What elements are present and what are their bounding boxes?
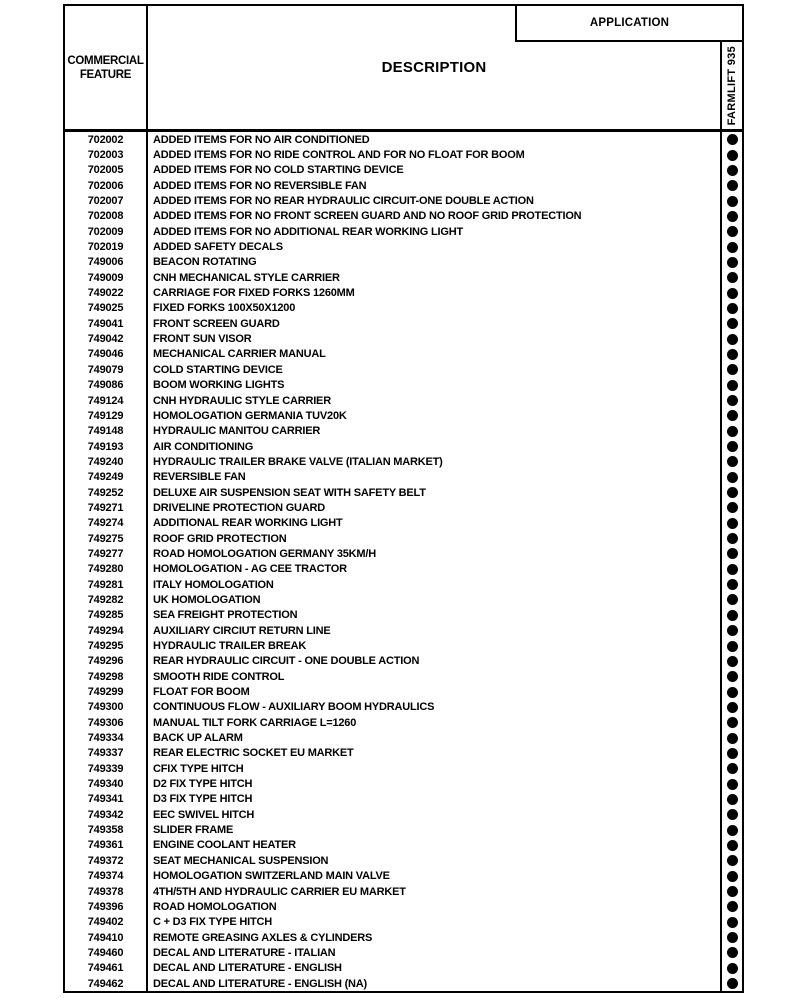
application-dot-icon (727, 763, 738, 774)
feature-description: 4TH/5TH AND HYDRAULIC CARRIER EU MARKET (153, 885, 406, 898)
commercial-feature-code: 749294 (65, 623, 148, 638)
application-cell (720, 730, 742, 745)
commercial-feature-code: 749025 (65, 301, 148, 316)
table-row (65, 884, 742, 899)
commercial-feature-code: 749042 (65, 331, 148, 346)
feature-description: HOMOLOGATION SWITZERLAND MAIN VALVE (153, 870, 390, 883)
feature-description: AUXILIARY CIRCIUT RETURN LINE (153, 624, 331, 637)
application-dot-icon (727, 963, 738, 974)
table-row (65, 546, 742, 561)
commercial-feature-code: 749460 (65, 945, 148, 960)
table-row (65, 592, 742, 607)
commercial-feature-code: 749299 (65, 684, 148, 699)
table-row (65, 362, 742, 377)
commercial-feature-code: 749041 (65, 316, 148, 331)
commercial-feature-code: 749295 (65, 638, 148, 653)
table-row (65, 500, 742, 515)
application-cell (720, 255, 742, 270)
table-row (65, 316, 742, 331)
application-dot-icon (727, 395, 738, 406)
table-row (65, 301, 742, 316)
application-dot-icon (727, 825, 738, 836)
commercial-feature-code: 749342 (65, 807, 148, 822)
application-cell (720, 193, 742, 208)
table-row (65, 669, 742, 684)
feature-description: BACK UP ALARM (153, 732, 243, 745)
feature-description: CNH MECHANICAL STYLE CARRIER (153, 271, 340, 284)
application-cell (720, 516, 742, 531)
feature-description: DRIVELINE PROTECTION GUARD (153, 501, 326, 514)
feature-description: ADDED ITEMS FOR NO COLD STARTING DEVICE (153, 164, 404, 177)
application-dot-icon (727, 871, 738, 882)
farmlift-935-column-header-cell (720, 42, 742, 129)
application-dot-icon (727, 671, 738, 682)
application-cell (720, 454, 742, 469)
application-dot-icon (727, 625, 738, 636)
commercial-feature-code: 749022 (65, 285, 148, 300)
table-row (65, 684, 742, 699)
application-cell (720, 592, 742, 607)
application-cell (720, 853, 742, 868)
feature-description: EEC SWIVEL HITCH (153, 808, 255, 821)
application-dot-icon (727, 840, 738, 851)
commercial-feature-code: 749271 (65, 500, 148, 515)
application-dot-icon (727, 134, 738, 145)
feature-description: FRONT SCREEN GUARD (153, 317, 280, 330)
commercial-feature-code: 749252 (65, 485, 148, 500)
application-cell (720, 623, 742, 638)
table-row (65, 623, 742, 638)
application-cell (720, 270, 742, 285)
application-dot-icon (727, 702, 738, 713)
table-row (65, 516, 742, 531)
table-row (65, 408, 742, 423)
commercial-feature-code: 749402 (65, 915, 148, 930)
table-row (65, 209, 742, 224)
application-cell (720, 684, 742, 699)
table-row (65, 424, 742, 439)
table-row (65, 807, 742, 822)
commercial-feature-code: 749306 (65, 715, 148, 730)
application-cell (720, 761, 742, 776)
application-cell (720, 408, 742, 423)
application-dot-icon (727, 318, 738, 329)
feature-description: D3 FIX TYPE HITCH (153, 793, 253, 806)
commercial-feature-code: 749275 (65, 531, 148, 546)
table-row (65, 838, 742, 853)
application-cell (720, 961, 742, 976)
feature-description: HOMOLOGATION - AG CEE TRACTOR (153, 563, 347, 576)
commercial-feature-code: 749296 (65, 654, 148, 669)
application-cell (720, 393, 742, 408)
application-dot-icon (727, 487, 738, 498)
application-cell (720, 884, 742, 899)
application-cell (720, 347, 742, 362)
application-dot-icon (727, 548, 738, 559)
application-dot-icon (727, 717, 738, 728)
feature-description: DELUXE AIR SUSPENSION SEAT WITH SAFETY BELT (153, 486, 426, 499)
commercial-feature-code: 749285 (65, 608, 148, 623)
application-dot-icon (727, 733, 738, 744)
table-row (65, 562, 742, 577)
feature-description: SEAT MECHANICAL SUSPENSION (153, 854, 329, 867)
application-cell (720, 930, 742, 945)
commercial-feature-code: 749396 (65, 899, 148, 914)
application-cell (720, 316, 742, 331)
feature-description: AIR CONDITIONING (153, 440, 254, 453)
table-row (65, 577, 742, 592)
feature-description: CONTINUOUS FLOW - AUXILIARY BOOM HYDRAULICS (153, 701, 435, 714)
commercial-feature-code: 749193 (65, 439, 148, 454)
application-dot-icon (727, 533, 738, 544)
table-row (65, 869, 742, 884)
table-row (65, 163, 742, 178)
application-cell (720, 715, 742, 730)
application-dot-icon (727, 656, 738, 667)
application-dot-icon (727, 917, 738, 928)
commercial-feature-code: 749046 (65, 347, 148, 362)
table-row (65, 915, 742, 930)
application-dot-icon (727, 334, 738, 345)
table-row (65, 255, 742, 270)
application-cell (720, 163, 742, 178)
application-dot-icon (727, 947, 738, 958)
application-dot-icon (727, 211, 738, 222)
application-dot-icon (727, 456, 738, 467)
feature-description: HYDRAULIC TRAILER BREAK (153, 640, 307, 653)
application-cell (720, 301, 742, 316)
application-dot-icon (727, 794, 738, 805)
application-dot-icon (727, 610, 738, 621)
commercial-feature-code: 749281 (65, 577, 148, 592)
feature-description: REMOTE GREASING AXLES & CYLINDERS (153, 931, 373, 944)
feature-description: ADDED ITEMS FOR NO REAR HYDRAULIC CIRCUIT-ONE DOUBLE ACTION (153, 195, 534, 208)
application-cell (720, 746, 742, 761)
feature-description: DECAL AND LITERATURE - ENGLISH (153, 962, 342, 975)
application-dot-icon (727, 564, 738, 575)
application-cell (720, 424, 742, 439)
table-row (65, 285, 742, 300)
application-cell (720, 439, 742, 454)
application-dot-icon (727, 196, 738, 207)
table-row (65, 393, 742, 408)
commercial-feature-code: 749249 (65, 470, 148, 485)
commercial-feature-code: 749300 (65, 700, 148, 715)
feature-application-table (63, 4, 744, 993)
table-row (65, 239, 742, 254)
table-row (65, 439, 742, 454)
application-dot-icon (727, 748, 738, 759)
feature-description: FLOAT FOR BOOM (153, 686, 250, 699)
application-cell (720, 807, 742, 822)
table-row (65, 853, 742, 868)
commercial-feature-code: 702007 (65, 193, 148, 208)
commercial-feature-code: 702003 (65, 147, 148, 162)
application-dot-icon (727, 441, 738, 452)
commercial-feature-code: 749298 (65, 669, 148, 684)
commercial-feature-code: 749274 (65, 516, 148, 531)
application-cell (720, 209, 742, 224)
table-row (65, 224, 742, 239)
application-dot-icon (727, 932, 738, 943)
feature-description: COLD STARTING DEVICE (153, 363, 283, 376)
application-cell (720, 562, 742, 577)
feature-description: SLIDER FRAME (153, 824, 234, 837)
commercial-feature-code: 749461 (65, 961, 148, 976)
feature-description: SEA FREIGHT PROTECTION (153, 609, 298, 622)
commercial-feature-code: 702006 (65, 178, 148, 193)
table-row (65, 976, 742, 991)
table-row (65, 776, 742, 791)
application-cell (720, 224, 742, 239)
application-cell (720, 132, 742, 147)
application-cell (720, 178, 742, 193)
feature-description: UK HOMOLOGATION (153, 593, 261, 606)
feature-description: CARRIAGE FOR FIXED FORKS 1260MM (153, 287, 355, 300)
commercial-feature-code: 749282 (65, 592, 148, 607)
commercial-feature-code: 749361 (65, 838, 148, 853)
feature-description: ADDED ITEMS FOR NO FRONT SCREEN GUARD AND NO ROOF GRID PROTECTION (153, 210, 582, 223)
application-cell (720, 776, 742, 791)
table-row (65, 654, 742, 669)
commercial-feature-code: 749462 (65, 976, 148, 991)
table-row (65, 961, 742, 976)
application-dot-icon (727, 364, 738, 375)
application-dot-icon (727, 518, 738, 529)
commercial-feature-code: 749340 (65, 776, 148, 791)
feature-description: FRONT SUN VISOR (153, 333, 252, 346)
application-cell (720, 822, 742, 837)
feature-description: CNH HYDRAULIC STYLE CARRIER (153, 394, 331, 407)
table-row (65, 700, 742, 715)
application-cell (720, 608, 742, 623)
table-row (65, 792, 742, 807)
application-dot-icon (727, 226, 738, 237)
feature-description: ADDITIONAL REAR WORKING LIGHT (153, 517, 343, 530)
commercial-feature-code: 749410 (65, 930, 148, 945)
application-dot-icon (727, 410, 738, 421)
application-dot-icon (727, 257, 738, 268)
application-dot-icon (727, 502, 738, 513)
commercial-feature-code: 749280 (65, 562, 148, 577)
application-dot-icon (727, 641, 738, 652)
table-row (65, 822, 742, 837)
commercial-feature-code: 749372 (65, 853, 148, 868)
table-row (65, 746, 742, 761)
commercial-feature-code: 749341 (65, 792, 148, 807)
feature-description: ADDED ITEMS FOR NO RIDE CONTROL AND FOR NO FLOAT FOR BOOM (153, 149, 525, 162)
feature-description: ADDED ITEMS FOR NO AIR CONDITIONED (153, 133, 370, 146)
feature-description: D2 FIX TYPE HITCH (153, 778, 253, 791)
feature-description: ROAD HOMOLOGATION GERMANY 35KM/H (153, 547, 376, 560)
application-dot-icon (727, 242, 738, 253)
application-cell (720, 577, 742, 592)
table-row (65, 178, 742, 193)
commercial-feature-code: 749079 (65, 362, 148, 377)
feature-description: ADDED ITEMS FOR NO ADDITIONAL REAR WORKING LIGHT (153, 225, 464, 238)
feature-description: ROAD HOMOLOGATION (153, 900, 277, 913)
application-cell (720, 531, 742, 546)
commercial-feature-code: 749086 (65, 378, 148, 393)
commercial-feature-code: 749006 (65, 255, 148, 270)
application-dot-icon (727, 594, 738, 605)
table-row (65, 638, 742, 653)
table-row (65, 730, 742, 745)
application-cell (720, 915, 742, 930)
application-cell (720, 899, 742, 914)
commercial-feature-header-line1: COMMERCIAL (67, 54, 144, 67)
application-dot-icon (727, 687, 738, 698)
feature-description: FIXED FORKS 100X50X1200 (153, 302, 296, 315)
commercial-feature-code: 749277 (65, 546, 148, 561)
application-cell (720, 654, 742, 669)
table-row (65, 454, 742, 469)
commercial-feature-code: 749339 (65, 761, 148, 776)
application-dot-icon (727, 288, 738, 299)
feature-description: BEACON ROTATING (153, 256, 257, 269)
application-dot-icon (727, 472, 738, 483)
application-cell (720, 669, 742, 684)
application-cell (720, 945, 742, 960)
commercial-feature-code: 702005 (65, 163, 148, 178)
commercial-feature-code: 749334 (65, 730, 148, 745)
commercial-feature-code: 702019 (65, 239, 148, 254)
application-cell (720, 485, 742, 500)
feature-description: CFIX TYPE HITCH (153, 762, 244, 775)
commercial-feature-code: 749148 (65, 424, 148, 439)
application-cell (720, 792, 742, 807)
application-dot-icon (727, 165, 738, 176)
feature-description: C + D3 FIX TYPE HITCH (153, 916, 272, 929)
feature-description: ENGINE COOLANT HEATER (153, 839, 296, 852)
feature-description: MECHANICAL CARRIER MANUAL (153, 348, 326, 361)
application-cell (720, 546, 742, 561)
commercial-feature-code: 702009 (65, 224, 148, 239)
feature-description: HYDRAULIC MANITOU CARRIER (153, 425, 321, 438)
application-cell (720, 239, 742, 254)
application-dot-icon (727, 978, 738, 989)
application-dot-icon (727, 886, 738, 897)
table-row (65, 761, 742, 776)
table-row (65, 470, 742, 485)
table-row (65, 132, 742, 147)
application-cell (720, 700, 742, 715)
table-row (65, 193, 742, 208)
application-dot-icon (727, 272, 738, 283)
table-row (65, 147, 742, 162)
commercial-feature-header-cell (65, 6, 148, 129)
table-row (65, 715, 742, 730)
commercial-feature-code: 749337 (65, 746, 148, 761)
commercial-feature-code: 749129 (65, 408, 148, 423)
table-row (65, 930, 742, 945)
table-header (65, 6, 742, 132)
application-header-label: APPLICATION (589, 17, 670, 29)
feature-description: REAR ELECTRIC SOCKET EU MARKET (153, 747, 354, 760)
table-row (65, 347, 742, 362)
commercial-feature-code: 749009 (65, 270, 148, 285)
feature-description: REAR HYDRAULIC CIRCUIT - ONE DOUBLE ACTION (153, 655, 420, 668)
commercial-feature-code: 702008 (65, 209, 148, 224)
application-dot-icon (727, 303, 738, 314)
commercial-feature-code: 749240 (65, 454, 148, 469)
application-cell (720, 147, 742, 162)
feature-description: ITALY HOMOLOGATION (153, 578, 274, 591)
feature-description: BOOM WORKING LIGHTS (153, 379, 285, 392)
application-dot-icon (727, 150, 738, 161)
application-header-box (515, 4, 744, 42)
application-dot-icon (727, 579, 738, 590)
application-cell (720, 378, 742, 393)
commercial-feature-code: 749378 (65, 884, 148, 899)
feature-description: HYDRAULIC TRAILER BRAKE VALVE (ITALIAN MARKET) (153, 455, 443, 468)
feature-description: ADDED SAFETY DECALS (153, 241, 283, 254)
commercial-feature-code: 702002 (65, 132, 148, 147)
application-dot-icon (727, 809, 738, 820)
application-cell (720, 362, 742, 377)
application-cell (720, 638, 742, 653)
application-dot-icon (727, 779, 738, 790)
feature-description: SMOOTH RIDE CONTROL (153, 670, 285, 683)
application-dot-icon (727, 426, 738, 437)
table-row (65, 485, 742, 500)
feature-description: ROOF GRID PROTECTION (153, 532, 287, 545)
application-cell (720, 976, 742, 991)
table-row (65, 899, 742, 914)
application-dot-icon (727, 855, 738, 866)
farmlift-935-column-label: FARMLIFT 935 (726, 45, 738, 126)
application-cell (720, 285, 742, 300)
table-row (65, 531, 742, 546)
feature-description: DECAL AND LITERATURE - ITALIAN (153, 946, 336, 959)
application-cell (720, 838, 742, 853)
application-dot-icon (727, 180, 738, 191)
feature-description: DECAL AND LITERATURE - ENGLISH (NA) (153, 977, 368, 990)
feature-description: ADDED ITEMS FOR NO REVERSIBLE FAN (153, 179, 367, 192)
table-row (65, 331, 742, 346)
application-dot-icon (727, 380, 738, 391)
commercial-feature-code: 749358 (65, 822, 148, 837)
application-dot-icon (727, 349, 738, 360)
application-cell (720, 500, 742, 515)
application-cell (720, 331, 742, 346)
commercial-feature-header-line2: FEATURE (79, 68, 132, 81)
commercial-feature-code: 749124 (65, 393, 148, 408)
table-row (65, 945, 742, 960)
feature-description: HOMOLOGATION GERMANIA TUV20K (153, 409, 347, 422)
table-body (65, 132, 742, 991)
description-header-label: DESCRIPTION (381, 59, 487, 76)
feature-description: REVERSIBLE FAN (153, 471, 246, 484)
feature-description: MANUAL TILT FORK CARRIAGE L=1260 (153, 716, 357, 729)
table-row (65, 608, 742, 623)
application-cell (720, 470, 742, 485)
commercial-feature-code: 749374 (65, 869, 148, 884)
table-row (65, 378, 742, 393)
application-dot-icon (727, 901, 738, 912)
application-cell (720, 869, 742, 884)
table-row (65, 270, 742, 285)
